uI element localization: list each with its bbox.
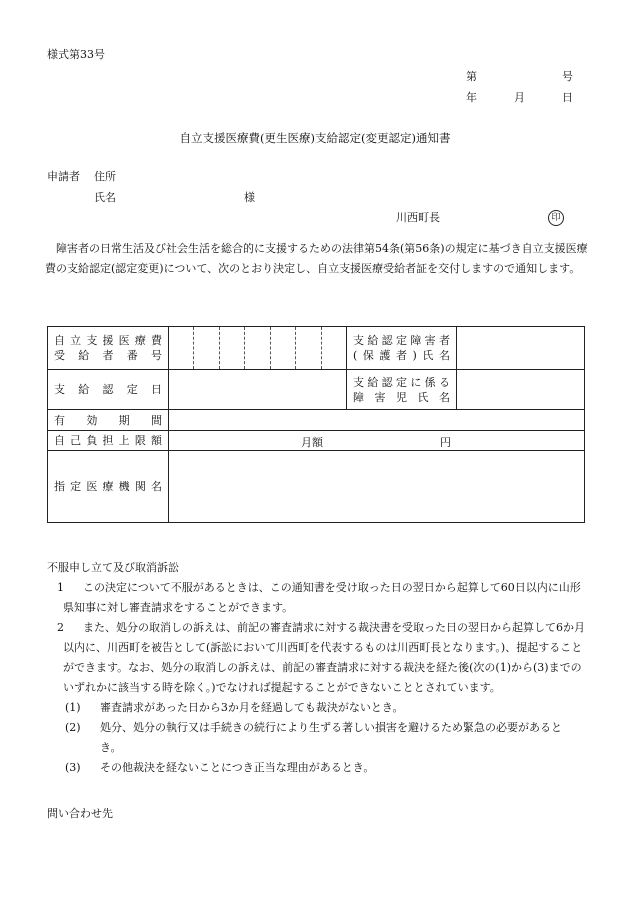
appeal-item-1: 1 この決定について不服があるときは、この通知書を受け取った日の翌日から起算して60日以内に山形県知事に対し審査請求をすることができます。 (57, 581, 581, 614)
date-day: 日 (562, 91, 573, 104)
limit-label: 自己負担上限額 (48, 431, 169, 451)
body-text: 障害者の日常生活及び社会生活を総合的に支援するための法律第54条(第56条)の規定に基づき自立支援医療費の支給認定(認定変更)について、次のとおり決定し、自立支援医療受給者証を交付しますので通知します。 (45, 242, 588, 275)
date-month: 月 (514, 91, 525, 104)
limit-field[interactable] (169, 431, 585, 451)
recipient-no-label: 自立支援医療費 受給者番号 (48, 327, 169, 370)
monthly-label: 月額 (301, 436, 323, 449)
doc-no-suffix: 号 (562, 70, 573, 83)
date-year: 年 (466, 91, 477, 104)
institution-field[interactable] (169, 451, 585, 523)
form-number: 様式第33号 (47, 48, 105, 61)
appeal-heading: 不服申し立て及び取消訴訟 (47, 561, 179, 574)
seal-mark (548, 210, 564, 226)
doc-no-prefix: 第 (466, 70, 477, 83)
yen-label: 円 (440, 436, 451, 449)
page-title: 自立支援医療費(更生医療)支給認定(変更認定)通知書 (179, 131, 451, 145)
child-name-field[interactable] (457, 370, 585, 410)
recipient-no-field[interactable] (169, 327, 347, 370)
contact-label: 問い合わせ先 (47, 807, 113, 820)
period-field[interactable] (169, 410, 585, 431)
period-label: 有効期間 (48, 410, 169, 431)
appeal-item-2: 2 また、処分の取消しの訴えは、前記の審査請求に対する裁決書を受取った日の翌日から起算して6か月以内に、川西町を被告として(訴訟において川西町を代表するものは川西町長となります。)、提起することができます。なお、処分の取消しの訴えは、前記の審査請求に対する裁決を経た後(次の(1)から(3)までのいずれかに該当する時を除く。)でなければ提起することができないこととされています。 (57, 621, 585, 694)
appeal-items (45, 578, 585, 778)
appeal-sub-item-3: (3) その他裁決を経ないことにつき正当な理由があるとき。 (65, 761, 375, 774)
address-label: 住所 (94, 170, 116, 183)
appeal-sub-item-2: (2) 処分、処分の執行又は手続きの続行により生ずる著しい損害を避けるため緊急の必要があるとき。 (65, 721, 562, 754)
date-field[interactable] (169, 370, 347, 410)
appeal-sub-item-1: (1) 審査請求があった日から3か月を経過しても裁決がないとき。 (65, 701, 404, 714)
patient-name-field[interactable] (457, 327, 585, 370)
patient-name-label: 支給認定障害者 (保護者)氏名 (347, 327, 457, 370)
issuer-name: 川西町長 (396, 211, 440, 224)
applicant-label: 申請者 (47, 170, 80, 183)
date-label: 支給認定日 (48, 370, 169, 410)
honorific: 様 (244, 191, 255, 204)
institution-label: 指定医療機関名 (48, 451, 169, 523)
name-label: 氏名 (94, 191, 116, 204)
certification-table (47, 326, 585, 523)
child-name-label: 支給認定に係る 障害児氏名 (347, 370, 457, 410)
seal-icon: 印 (548, 210, 564, 226)
